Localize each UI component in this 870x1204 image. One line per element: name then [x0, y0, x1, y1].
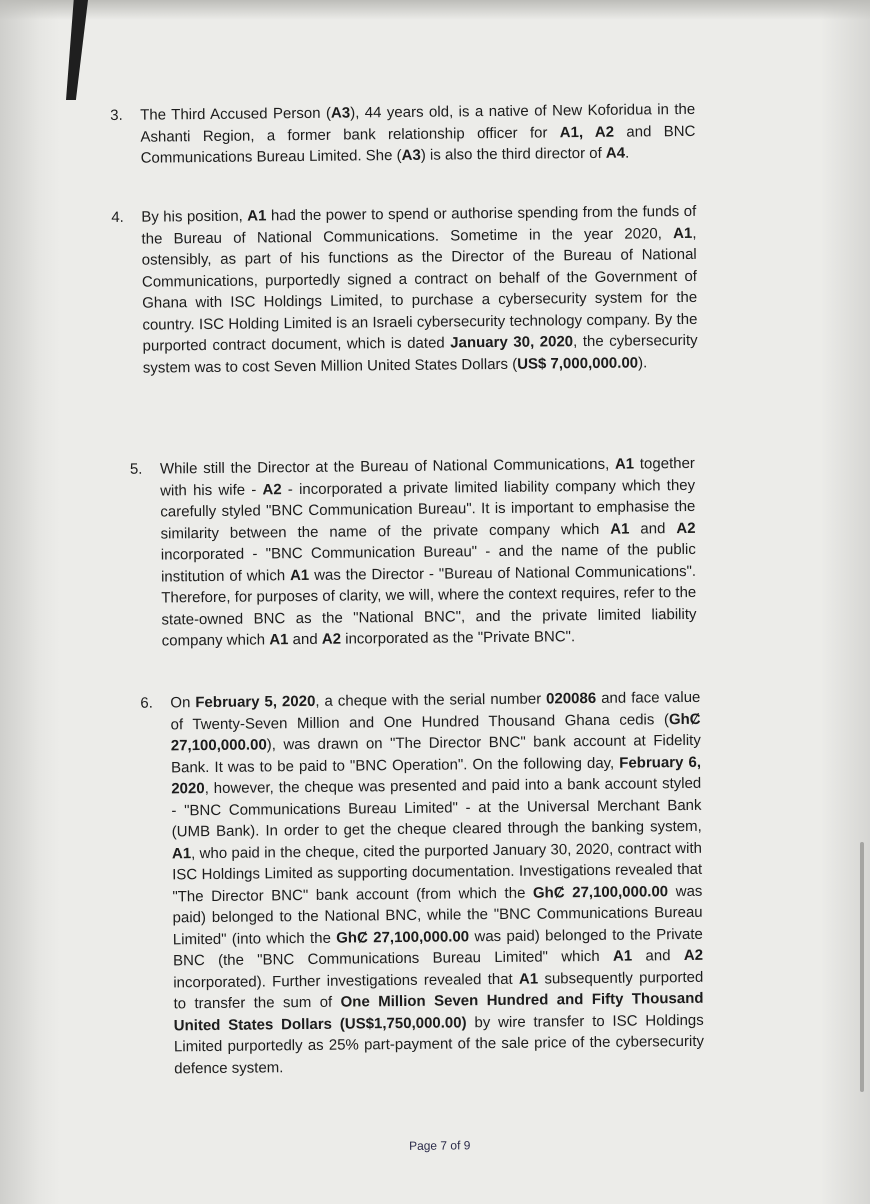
bold-text-run: A1	[612, 947, 633, 965]
bold-text-run: A1	[269, 631, 289, 649]
text-run: and	[632, 947, 684, 965]
text-run: ), was drawn on "The Director BNC" bank account at Fidelity Bank. It was to be paid to "BNC Operation". On the following day,	[170, 731, 701, 776]
paragraph-text	[141, 201, 698, 379]
bold-text-run: January 30, 2020	[450, 333, 574, 352]
paragraph-6	[140, 687, 704, 1080]
text-run: On	[170, 694, 196, 712]
bold-text-run: A1	[610, 520, 630, 538]
bold-text-run: A4	[605, 144, 626, 162]
document-page	[110, 88, 771, 1155]
text-run: was the Director - "Bureau of National Communications". Therefore, for purposes of clarity, we will, where the context requires, refer to the state-owned BNC as the "National BNC", and the private limited liability company which	[161, 562, 697, 650]
bold-text-run: February 6, 2020	[171, 753, 702, 798]
bold-text-run: A1	[614, 455, 635, 473]
text-run: While still the Director at the Bureau of National Communications,	[159, 455, 616, 478]
text-run: and	[629, 519, 677, 538]
bold-text-run: GhȻ 27,100,000.00	[336, 927, 470, 947]
text-run: and BNC Communications Bureau Limited. She (	[140, 122, 696, 167]
text-run: was paid) belonged to the Private BNC (the "BNC Communications Bureau Limited" which	[172, 925, 703, 970]
text-run: By his position,	[141, 207, 248, 226]
text-run: , the cybersecurity system was to cost Seven Million United States Dollars (	[142, 331, 698, 377]
text-run: incorporated). Further investigations revealed that	[173, 970, 520, 991]
bold-text-run: A1	[171, 844, 192, 862]
text-run: and face value of Twenty-Seven Million and One Hundred Thousand Ghana cedis (	[170, 688, 701, 733]
bold-text-run: February 5, 2020	[195, 692, 316, 712]
text-run: incorporated as the "Private BNC".	[340, 628, 576, 648]
bold-text-run: A1	[518, 970, 539, 988]
paragraph-number: 4.	[111, 208, 124, 226]
text-run: together with his wife -	[160, 454, 695, 499]
paragraph-text	[160, 453, 697, 652]
paragraph-number: 6.	[140, 694, 153, 712]
bold-text-run: A2	[676, 519, 696, 537]
paragraph-number: 3.	[110, 106, 123, 124]
paragraph-text	[170, 687, 704, 1080]
text-run: ) is also the third director of	[420, 144, 606, 164]
text-run: ), 44 years old, is a native of New Koforidua in the Ashanti Region, a former bank relationship officer for	[140, 100, 696, 146]
page-footer: Page 7 of 9	[408, 1138, 471, 1153]
paragraph-text	[140, 99, 696, 169]
bold-text-run: A2	[683, 946, 704, 965]
text-run: incorporated - "BNC Communication Bureau" - and the name of the public institution of which	[160, 540, 696, 585]
bold-text-run: A2	[321, 630, 342, 648]
bold-text-run: GhȻ 27,100,000.00	[532, 882, 669, 902]
bold-text-run: US$ 7,000,000.00	[517, 353, 639, 373]
paragraph-5	[130, 453, 697, 652]
text-run: and	[288, 630, 322, 649]
bold-text-run: A1, A2	[559, 123, 615, 141]
text-run: , however, the cheque was presented and paid into a bank account styled - "BNC Communications Bureau Limited" - at the Universal Merchant Bank (UMB Bank). In order to get the cheque cleared through the banking system,	[171, 774, 702, 841]
text-run: subsequently purported to transfer the sum of	[173, 968, 704, 1013]
text-run: ).	[637, 353, 648, 371]
paragraph-4	[111, 201, 698, 379]
text-run: by wire transfer to ISC Holdings Limited purportedly as 25% part-payment of the sale price of the cybersecurity defence system.	[173, 1011, 705, 1077]
text-run: .	[624, 144, 630, 162]
bold-text-run: One Million Seven Hundred and Fifty Thousand United States Dollars (US$1,750,000.00)	[173, 989, 704, 1034]
bold-text-run: A1	[673, 224, 693, 242]
bold-text-run: A1	[247, 207, 267, 225]
bold-text-run: A3	[330, 104, 351, 122]
bold-text-run: A2	[262, 480, 282, 498]
text-run: , who paid in the cheque, cited the purported January 30, 2020, contract with ISC Holdings Limited as supporting documentation. Investigations revealed that "The Director BNC" bank account (from which the	[172, 839, 703, 905]
bold-text-run: A1	[289, 566, 310, 584]
bold-text-run: GhȻ 27,100,000.00	[170, 710, 701, 755]
scrollbar-thumb[interactable]	[860, 842, 864, 1092]
text-run: was paid) belonged to the National BNC, while the "BNC Communications Bureau Limited" (into which the	[172, 882, 703, 948]
bold-text-run: A3	[401, 146, 421, 164]
text-run: , ostensibly, as part of his functions as the Director of the Bureau of National Communications, purportedly signed a contract on behalf of the Government of Ghana with ISC Holdings Limited, to purchase a cybersecurity system for the country. ISC Holding Limited is an Israeli cybersecurity technology company. By the purported contract document, which is dated	[141, 224, 698, 355]
text-run: , a cheque with the serial number	[315, 690, 547, 710]
bold-text-run: 020086	[546, 689, 597, 708]
paragraph-3	[110, 99, 696, 170]
text-run: The Third Accused Person (	[140, 104, 332, 124]
text-run: had the power to spend or authorise spending from the funds of the Bureau of National Communications. Sometime in the year 2020,	[141, 202, 697, 248]
text-run: - incorporated a private limited liability company which they carefully styled "BNC Communication Bureau". It is important to emphasise the similarity between the name of the private company which	[160, 476, 696, 542]
page-top-shadow	[0, 0, 870, 20]
paragraph-number: 5.	[129, 460, 143, 478]
